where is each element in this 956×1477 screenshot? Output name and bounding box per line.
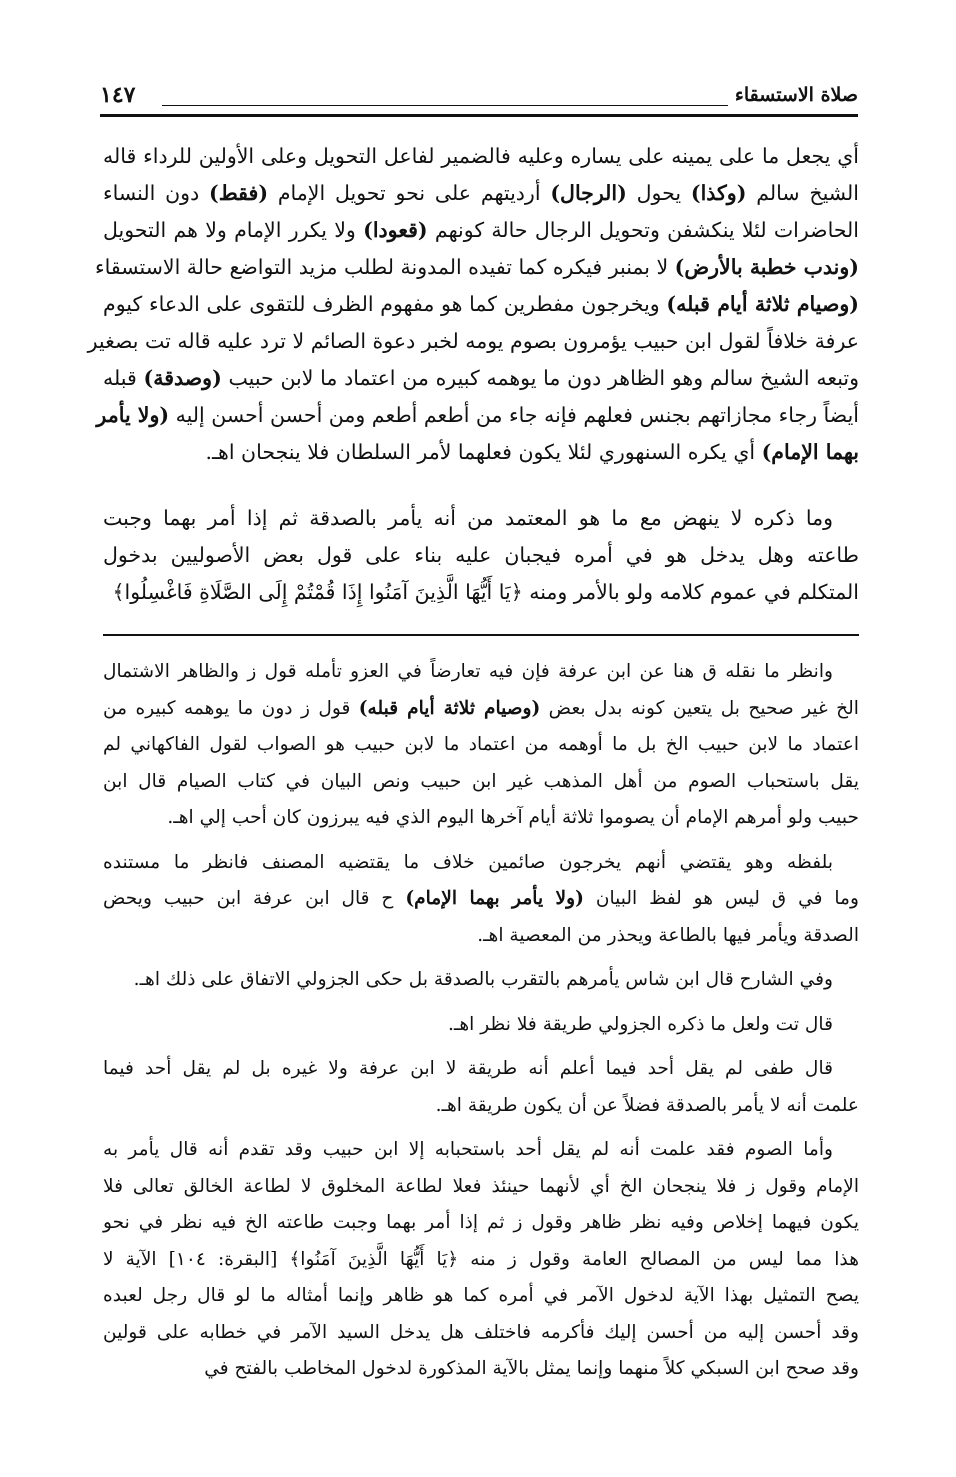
bold-term: (ولا يأمر بهما الإمام) <box>405 888 584 909</box>
text-line <box>103 1205 859 1242</box>
text-segment: علمت أنه لا يأمر بالصدقة فضلاً عن أن يكون طريقة اهـ. <box>435 1094 859 1116</box>
text-segment: دون النساء <box>103 181 210 205</box>
text-segment: ويخرجون مفطرين كما هو مفهوم الظرف للتقوى على الدعاء كيوم <box>103 292 667 316</box>
text-segment: وقد أحسن إليه من أحسن إليك فأكرمه فاختلف هل يدخل السيد الآمر في خطابه على قولين <box>103 1321 859 1343</box>
page-header <box>100 80 858 120</box>
footnote-paragraph <box>103 962 859 999</box>
bold-term: (قعودا) <box>363 218 428 242</box>
text-line <box>103 654 859 691</box>
text-line <box>103 537 859 574</box>
page-number: ١٤٧ <box>100 82 136 108</box>
bold-term: بهما الإمام) <box>761 440 859 464</box>
text-segment: أيضاً رجاء مجازاتهم بجنس فعلهم فإنه جاء من أطعم أطعم ومن أحسن أحسن إليه <box>169 403 859 427</box>
text-line <box>103 691 859 728</box>
text-line <box>103 1242 859 1279</box>
footnote-divider <box>103 634 859 636</box>
text-line <box>103 764 859 801</box>
text-line <box>87 323 859 360</box>
text-segment: هذا مما ليس من المصالح العامة وقول ز منه ﴿يَا أَيُّهَا الَّذِينَ آمَنُوا﴾ [البقرة: ١٠٤] الآية لا <box>103 1248 860 1270</box>
footnote-paragraph <box>103 845 859 955</box>
text-segment: يكون فيهما إخلاص وفيه نظر ظاهر وقول ز ثم إذا أمر بهما وجبت طاعته الخ فيه نظر في نحو <box>103 1212 859 1233</box>
text-segment: الشيخ سالم <box>746 181 859 205</box>
text-segment: الخ غير صحيح بل يتعين كونه بدل بعض <box>540 697 859 719</box>
main-text <box>87 138 860 611</box>
text-segment: الإمام وقول ز فلا ينجحان الخ أي لأنهما حينئذ فعلا لطاعة المخلوق لا لطاعة الخالق تعالى فلا <box>103 1175 859 1197</box>
text-line <box>103 434 859 471</box>
text-line <box>103 800 859 837</box>
footnote-paragraph <box>103 654 859 837</box>
text-segment: وانظر ما نقله ق هنا عن ابن عرفة فإن فيه تعارضاً في العزو تأمله قول ز والظاهر الاشتمال <box>103 661 833 682</box>
text-line <box>103 881 859 918</box>
text-segment: وقد صحح ابن السبكي كلاً منهما وإنما يمثل بالآية المذكورة لدخول المخاطب بالفتح في <box>204 1358 859 1379</box>
text-segment: ولا يكرر الإمام ولا هم التحويل <box>103 218 364 242</box>
text-segment: طاعته وهل يدخل هو في أمره فيجبان عليه بناء على قول بعض الأصوليين بدخول <box>103 543 859 567</box>
text-segment: يصح التمثيل بهذا الآية لدخول الآمر في أمره كما هو ظاهر وإنما أمثاله ما لو قال رجل لعبده <box>103 1285 859 1306</box>
bold-term: (وصدقة) <box>143 366 222 390</box>
text-segment: وفي الشارح قال ابن شاس يأمرهم بالتقرب بالصدقة بل حكى الجزولي الاتفاق على ذلك اهـ. <box>133 969 833 990</box>
bold-term: (الرجال) <box>550 181 627 205</box>
text-line <box>103 1278 859 1315</box>
text-segment: وما في ق ليس هو لفظ البيان <box>583 888 859 909</box>
text-segment: قبله <box>103 366 144 390</box>
bold-term: (وندب خطبة بالأرض) <box>674 255 859 279</box>
text-segment: وأما الصوم فقد علمت أنه لم يقل أحد باستحبابه إلا ابن حبيب وقد تقدم أنه قال يأمر به <box>103 1139 833 1160</box>
text-segment: الصدقة ويأمر فيها بالطاعة ويحذر من المعصية اهـ. <box>477 924 859 946</box>
text-segment: أرديتهم على نحو تحويل الإمام <box>268 181 551 205</box>
footnotes <box>103 654 859 1388</box>
text-line <box>103 1169 859 1206</box>
text-line <box>103 138 859 175</box>
text-segment: يحول <box>626 181 691 205</box>
text-segment: اعتماد ما لابن حبيب الخ بل ما أوهمه من اعتماد ما لابن حبيب هو الصواب لقول الفاكهاني لم <box>103 734 859 755</box>
body-paragraph <box>87 138 860 471</box>
footnote-paragraph <box>103 1051 859 1124</box>
text-line <box>103 1088 859 1125</box>
text-line <box>103 175 859 212</box>
text-segment: قول ز دون ما يوهمه كبيره من <box>103 697 359 719</box>
text-line <box>103 1315 859 1352</box>
text-segment: المتكلم في عموم كلامه ولو بالأمر ومنه ﴿يَا أَيُّهَا الَّذِينَ آمَنُوا إِذَا قُمْتُمْ إِلَى الصَّلَاةِ فَاغْسِلُوا﴾ <box>112 580 859 604</box>
text-segment: لا بمنبر فيكره كما تفيده المدونة لطلب مزيد التواضع حالة الاستسقاء <box>95 255 675 279</box>
text-line <box>103 1051 859 1088</box>
text-line <box>103 500 859 537</box>
text-line <box>95 249 859 286</box>
text-line <box>103 574 859 611</box>
footnote-paragraph <box>103 1007 859 1044</box>
text-line <box>103 1007 859 1044</box>
text-segment: أي يكره السنهوري لئلا يكون فعلهما لأمر السلطان فلا ينجحان اهـ. <box>205 440 762 464</box>
bold-term: (وصيام ثلاثة أيام قبله) <box>666 292 859 316</box>
bold-term: (وكذا) <box>690 181 747 205</box>
text-segment: حبيب ولو أمرهم الإمام أن يصوموا ثلاثة أيام آخرها اليوم الذي فيه يبرزون كان أحب إلي اهـ. <box>167 807 859 828</box>
bold-term: (فقط) <box>209 181 269 205</box>
text-line <box>103 286 859 323</box>
header-rule-thin <box>162 105 728 106</box>
text-segment: أي يجعل ما على يمينه على يساره وعليه فالضمير لفاعل التحويل وعلى الأولين للرداء قاله <box>103 144 859 168</box>
text-segment: وتبعه الشيخ سالم وهو الظاهر دون ما يوهمه كبيره من اعتماد ما لابن حبيب <box>221 366 860 390</box>
text-segment: وما ذكره لا ينهض مع ما هو المعتمد من أنه يأمر بالصدقة ثم إذا أمر بهما وجبت <box>103 506 833 530</box>
text-segment: بلفظه وهو يقتضي أنهم يخرجون صائمين خلاف ما يقتضيه المصنف فانظر ما مستنده <box>103 851 833 873</box>
text-line <box>103 962 859 999</box>
footnote-paragraph <box>103 1132 859 1388</box>
text-line <box>96 397 859 434</box>
text-segment: ح قال ابن عرفة ابن حبيب ويحض <box>103 888 406 909</box>
running-title: صلاة الاستسقاء <box>734 84 858 106</box>
text-line <box>103 212 859 249</box>
text-line <box>103 1351 859 1388</box>
bold-term: (ولا يأمر <box>96 403 170 427</box>
text-segment: عرفة خلافاً لقول ابن حبيب يؤمرون بصوم يومه لخبر دعوة الصائم لا ترد عليه قاله تت بصغير <box>87 329 859 353</box>
text-line <box>103 1132 859 1169</box>
text-segment: قال تت ولعل ما ذكره الجزولي طريقة فلا نظر اهـ. <box>448 1013 833 1035</box>
text-line <box>103 727 859 764</box>
text-line <box>103 918 859 955</box>
bold-term: (وصيام ثلاثة أيام قبله) <box>358 697 541 719</box>
header-rule-thick <box>100 114 858 117</box>
text-segment: الحاضرات لئلا ينكشفن وتحويل الرجال حالة كونهم <box>427 218 859 242</box>
body-paragraph <box>103 500 859 611</box>
text-line <box>103 360 859 397</box>
text-segment: قال طفى لم يقل أحد فيما أعلم أنه طريقة لا ابن عرفة ولا غيره بل لم يقل أحد فيما <box>103 1058 833 1079</box>
text-segment: يقل باستحباب الصوم من أهل المذهب غير ابن حبيب ونص البيان في كتاب الصيام قال ابن <box>103 770 859 792</box>
text-line <box>103 845 859 882</box>
